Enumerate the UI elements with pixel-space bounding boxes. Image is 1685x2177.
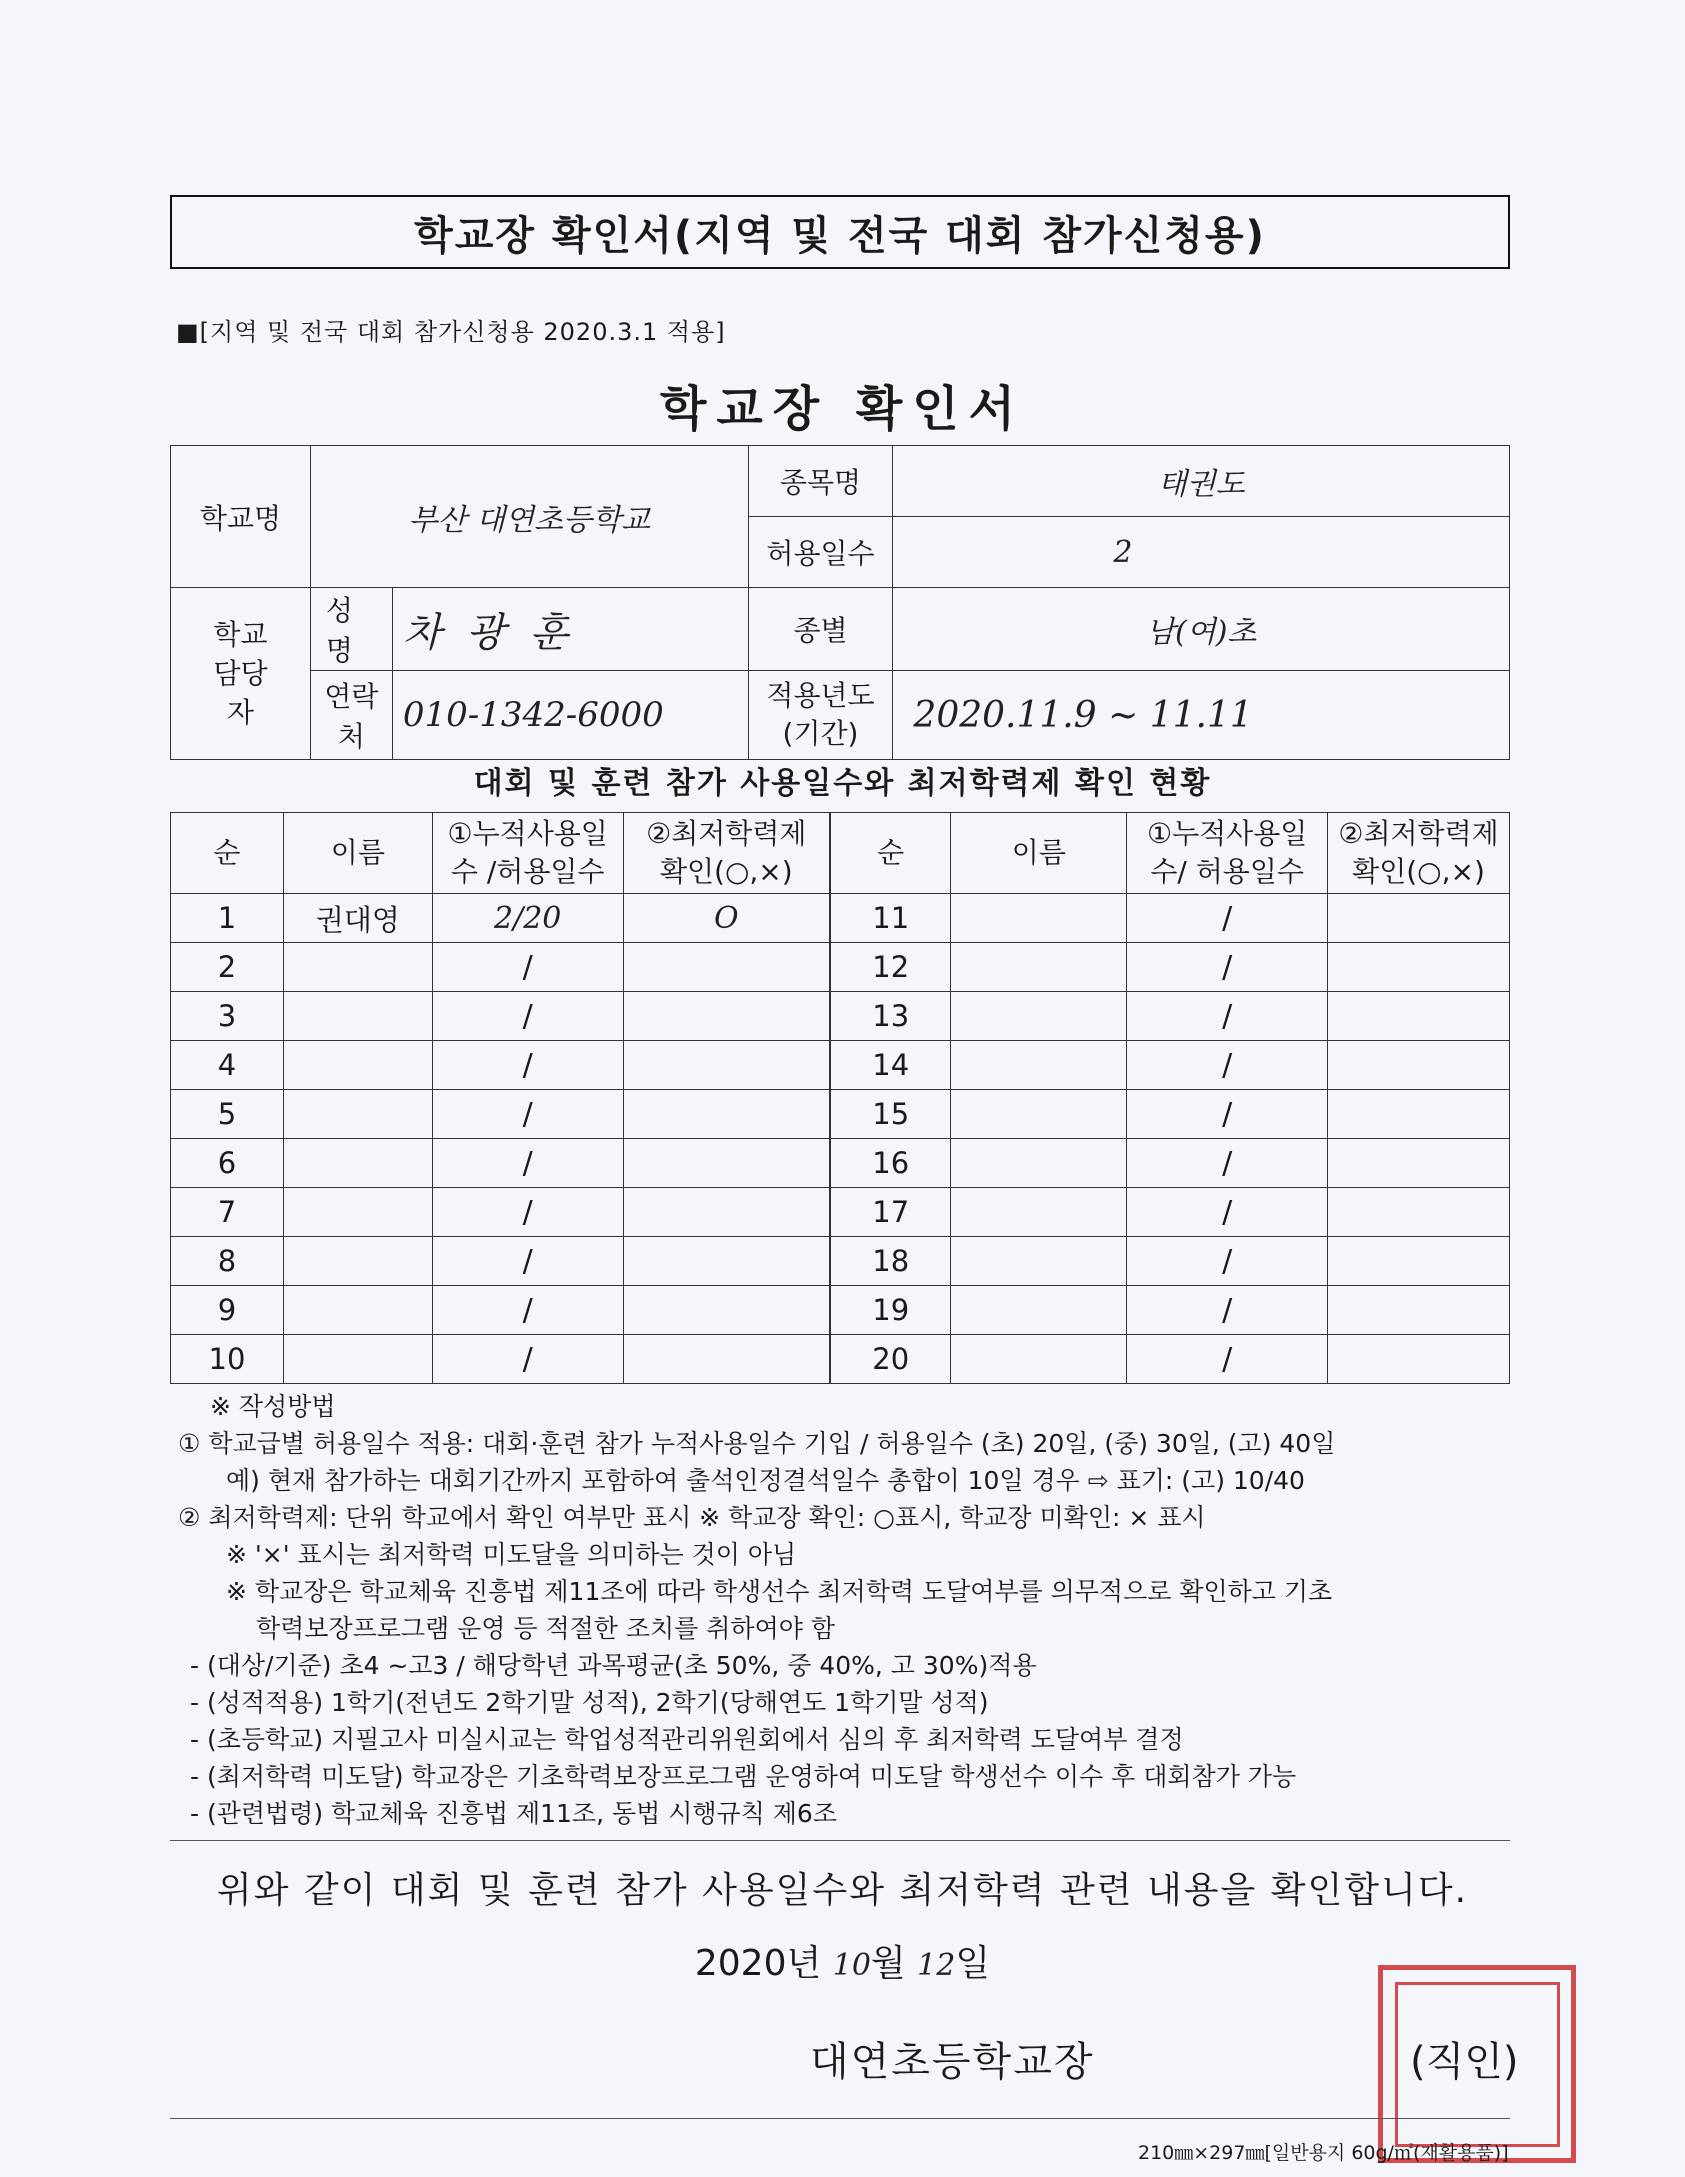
row-no-right: 17 xyxy=(830,1188,951,1237)
row-check-right[interactable] xyxy=(1328,1090,1510,1139)
row-no: 7 xyxy=(171,1188,284,1237)
date-month-unit: 월 xyxy=(870,1943,906,1984)
instruction-dash-4: - (최저학력 미도달) 학교장은 기초학력보장프로그램 운영하여 미도달 학생선수 이수 후 대회참가 가능 xyxy=(190,1762,1297,1791)
row-no-right: 16 xyxy=(830,1139,951,1188)
row-no-right: 18 xyxy=(830,1237,951,1286)
instruction-dash-1: - (대상/기준) 초4 ~고3 / 해당학년 과목평균(초 50%, 중 40%, 고 30%)적용 xyxy=(190,1651,1037,1680)
row-check[interactable] xyxy=(623,1090,830,1139)
row-name[interactable] xyxy=(283,1335,432,1384)
row-name-right[interactable] xyxy=(951,1090,1127,1139)
instructions xyxy=(178,1388,1538,1832)
page-title: 학교장 확인서 xyxy=(660,381,1025,437)
category-label: 종별 xyxy=(748,588,893,671)
row-check-right[interactable] xyxy=(1328,992,1510,1041)
divider xyxy=(170,1840,1510,1841)
header-days-right: ①누적사용일수/ 허용일수 xyxy=(1127,813,1328,894)
row-no: 1 xyxy=(171,894,284,943)
row-no-right: 11 xyxy=(830,894,951,943)
instruction-dash-2: - (성적적용) 1학기(전년도 2학기말 성적), 2학기(당해연도 1학기말 성적) xyxy=(190,1688,989,1717)
instruction-item-1: ① 학교급별 허용일수 적용: 대회·훈련 참가 누적사용일수 기입 / 허용일수 (초) 20일, (중) 30일, (고) 40일 xyxy=(178,1429,1336,1458)
row-no: 5 xyxy=(171,1090,284,1139)
row-no: 10 xyxy=(171,1335,284,1384)
row-name[interactable] xyxy=(283,992,432,1041)
form-subnote: ■[지역 및 전국 대회 참가신청용 2020.3.1 적용] xyxy=(176,318,726,346)
row-check-right[interactable] xyxy=(1328,1286,1510,1335)
row-check[interactable] xyxy=(623,943,830,992)
instruction-dash-5: - (관련법령) 학교체육 진흥법 제11조, 동법 시행규칙 제6조 xyxy=(190,1799,837,1828)
row-days[interactable]: / xyxy=(432,1286,623,1335)
header-no: 순 xyxy=(171,813,284,894)
sport-value[interactable]: 태권도 xyxy=(893,446,1510,517)
name-label: 성 명 xyxy=(310,588,392,671)
row-check-right[interactable] xyxy=(1328,1041,1510,1090)
info-table xyxy=(170,445,1510,760)
row-days-right[interactable]: / xyxy=(1127,1237,1328,1286)
row-no-right: 20 xyxy=(830,1335,951,1384)
row-name-right[interactable] xyxy=(951,1139,1127,1188)
row-check-right[interactable] xyxy=(1328,943,1510,992)
table-row xyxy=(171,1335,1510,1384)
row-check[interactable] xyxy=(623,992,830,1041)
instructions-heading: ※ 작성방법 xyxy=(210,1392,336,1421)
row-no: 2 xyxy=(171,943,284,992)
date-month[interactable]: 10 xyxy=(832,1948,871,1983)
row-name-right[interactable] xyxy=(951,1188,1127,1237)
date-year: 2020년 xyxy=(694,1943,822,1984)
row-name[interactable] xyxy=(283,943,432,992)
row-check-right[interactable] xyxy=(1328,1139,1510,1188)
contact-label: 연락처 xyxy=(310,671,392,760)
row-name-right[interactable] xyxy=(951,1041,1127,1090)
header-name-right: 이름 xyxy=(951,813,1127,894)
roster-header-row xyxy=(171,813,1510,894)
table-row xyxy=(171,1188,1510,1237)
row-days[interactable]: / xyxy=(432,1188,623,1237)
row-days[interactable]: 2/20 xyxy=(432,894,623,943)
instruction-note-1: ※ '×' 표시는 최저학력 미도달을 의미하는 것이 아님 xyxy=(226,1540,797,1569)
school-value[interactable]: 부산 대연초등학교 xyxy=(310,446,748,588)
allowed-days-value[interactable]: 2 xyxy=(893,517,1510,588)
instruction-note-2: ※ 학교장은 학교체육 진흥법 제11조에 따라 학생선수 최저학력 도달여부를 의무적으로 확인하고 기초 xyxy=(226,1577,1333,1606)
row-check[interactable] xyxy=(623,1041,830,1090)
instruction-note-2-cont: 학력보장프로그램 운영 등 적절한 조치를 취하여야 함 xyxy=(256,1614,835,1643)
sport-label: 종목명 xyxy=(748,446,893,517)
row-days-right[interactable]: / xyxy=(1127,1335,1328,1384)
allowed-days-label: 허용일수 xyxy=(748,517,893,588)
row-name-right[interactable] xyxy=(951,1335,1127,1384)
form-title: 학교장 확인서(지역 및 전국 대회 참가신청용) xyxy=(414,212,1266,259)
row-name-right[interactable] xyxy=(951,992,1127,1041)
row-days[interactable]: / xyxy=(432,1237,623,1286)
row-name-right[interactable] xyxy=(951,1286,1127,1335)
principal-name: 대연초등학교장 xyxy=(810,2039,1095,2085)
table-row xyxy=(171,992,1510,1041)
header-check-right: ②최저학력제 확인(○,×) xyxy=(1328,813,1510,894)
row-no: 4 xyxy=(171,1041,284,1090)
row-no-right: 12 xyxy=(830,943,951,992)
row-check[interactable] xyxy=(623,1237,830,1286)
row-check-right[interactable] xyxy=(1328,894,1510,943)
row-days[interactable]: / xyxy=(432,1041,623,1090)
date-day[interactable]: 12 xyxy=(917,1948,956,1983)
row-days[interactable]: / xyxy=(432,1139,623,1188)
school-label: 학교명 xyxy=(171,446,311,588)
manager-name-value[interactable]: 차 광 훈 xyxy=(392,588,748,671)
table-row xyxy=(171,1139,1510,1188)
instruction-item-2: ② 최저학력제: 단위 학교에서 확인 여부만 표시 ※ 학교장 확인: ○표시, 학교장 미확인: × 표시 xyxy=(178,1503,1206,1532)
confirmation-text: 위와 같이 대회 및 훈련 참가 사용일수와 최저학력 관련 내용을 확인합니다. xyxy=(216,1870,1469,1911)
instruction-dash-3: - (초등학교) 지필고사 미실시교는 학업성적관리위원회에서 심의 후 최저학력 도달여부 결정 xyxy=(190,1725,1184,1754)
manager-label: 학교 담당자 xyxy=(171,588,311,760)
row-days-right[interactable]: / xyxy=(1127,1188,1328,1237)
row-name[interactable] xyxy=(283,1041,432,1090)
row-check-right[interactable] xyxy=(1328,1237,1510,1286)
row-check[interactable]: O xyxy=(623,894,830,943)
header-name: 이름 xyxy=(283,813,432,894)
row-no-right: 15 xyxy=(830,1090,951,1139)
row-days[interactable]: / xyxy=(432,1335,623,1384)
period-label: 적용년도 (기간) xyxy=(748,671,893,760)
row-check[interactable] xyxy=(623,1139,830,1188)
category-value[interactable]: 남(여)초 xyxy=(893,588,1510,671)
row-days-right[interactable]: / xyxy=(1127,1090,1328,1139)
period-value[interactable]: 2020.11.9 ~ 11.11 xyxy=(893,671,1510,760)
table-row xyxy=(171,894,1510,943)
row-name[interactable] xyxy=(283,1090,432,1139)
header-no-right: 순 xyxy=(830,813,951,894)
row-no-right: 13 xyxy=(830,992,951,1041)
row-check[interactable] xyxy=(623,1335,830,1384)
table-row xyxy=(171,1237,1510,1286)
footer-divider xyxy=(170,2118,1510,2119)
row-days[interactable]: / xyxy=(432,1090,623,1139)
row-name-right[interactable] xyxy=(951,1237,1127,1286)
roster-table xyxy=(170,812,1510,1384)
row-no: 9 xyxy=(171,1286,284,1335)
row-name[interactable]: 권대영 xyxy=(283,894,432,943)
row-name-right[interactable] xyxy=(951,894,1127,943)
table-row xyxy=(171,1090,1510,1139)
row-name[interactable] xyxy=(283,1237,432,1286)
date-day-unit: 일 xyxy=(955,1943,991,1984)
row-no: 3 xyxy=(171,992,284,1041)
row-no-right: 19 xyxy=(830,1286,951,1335)
row-check[interactable] xyxy=(623,1286,830,1335)
row-days[interactable]: / xyxy=(432,992,623,1041)
row-check[interactable] xyxy=(623,1188,830,1237)
row-days-right[interactable]: / xyxy=(1127,943,1328,992)
paper-spec: 210㎜×297㎜[일반용지 60g/㎡(재활용품)] xyxy=(1138,2142,1509,2164)
row-no: 8 xyxy=(171,1237,284,1286)
roster-caption: 대회 및 훈련 참가 사용일수와 최저학력제 확인 현황 xyxy=(473,766,1212,801)
instruction-item-1-cont: 예) 현재 참가하는 대회기간까지 포함하여 출석인정결석일수 총합이 10일 경우 ⇨ 표기: (고) 10/40 xyxy=(226,1466,1305,1495)
table-row xyxy=(171,1041,1510,1090)
row-name[interactable] xyxy=(283,1286,432,1335)
row-days-right[interactable]: / xyxy=(1127,1286,1328,1335)
row-name-right[interactable] xyxy=(951,943,1127,992)
row-name[interactable] xyxy=(283,1139,432,1188)
form-title-box xyxy=(170,195,1510,269)
table-row xyxy=(171,1286,1510,1335)
row-name[interactable] xyxy=(283,1188,432,1237)
row-days[interactable]: / xyxy=(432,943,623,992)
row-check-right[interactable] xyxy=(1328,1335,1510,1384)
row-days-right[interactable]: / xyxy=(1127,1041,1328,1090)
row-no: 6 xyxy=(171,1139,284,1188)
header-days: ①누적사용일수 /허용일수 xyxy=(432,813,623,894)
header-check: ②최저학력제 확인(○,×) xyxy=(623,813,830,894)
row-check-right[interactable] xyxy=(1328,1188,1510,1237)
seal-label: (직인) xyxy=(1410,2039,1519,2085)
row-days-right[interactable]: / xyxy=(1127,1139,1328,1188)
row-no-right: 14 xyxy=(830,1041,951,1090)
table-row xyxy=(171,943,1510,992)
contact-value[interactable]: 010-1342-6000 xyxy=(392,671,748,760)
row-days-right[interactable]: / xyxy=(1127,894,1328,943)
row-days-right[interactable]: / xyxy=(1127,992,1328,1041)
